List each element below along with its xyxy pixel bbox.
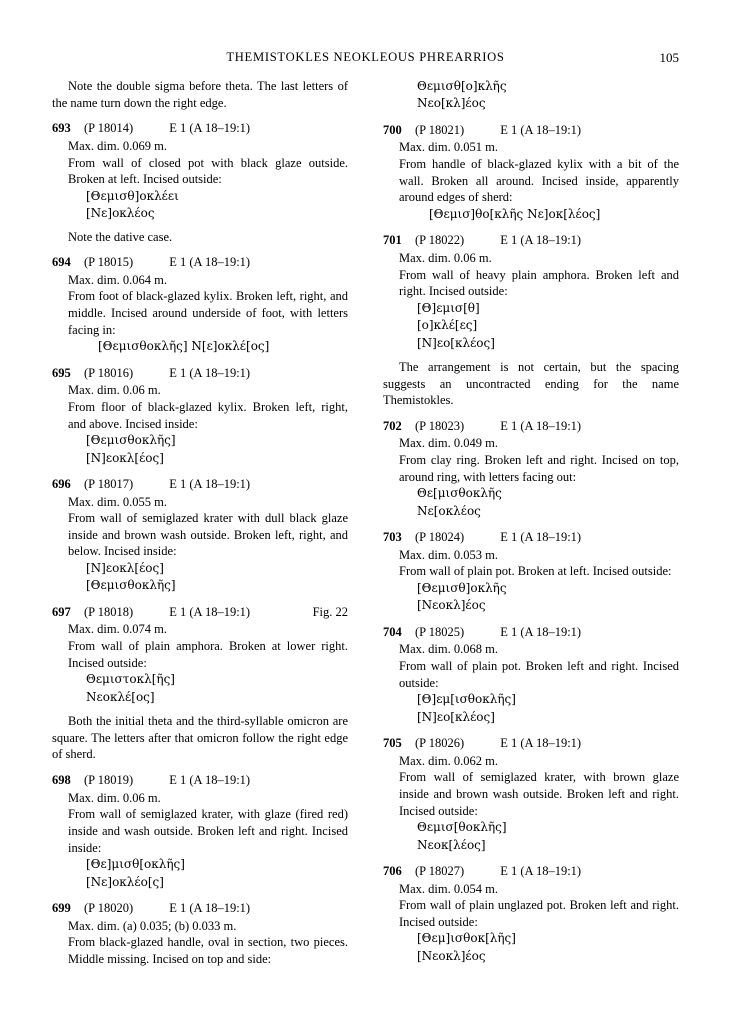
- inscription-text: [383, 930, 679, 965]
- inscription-line: [ο]κλέ[ες]: [417, 318, 478, 333]
- inscription-line: [Θεμισθοκλῆς]: [86, 433, 176, 448]
- catalog-entry: [52, 476, 348, 595]
- inscription-line: [Νε]οκλέος: [86, 206, 155, 221]
- inscription-line: [Νεοκλ]έος: [417, 948, 486, 963]
- entry-description-line: From wall of heavy plain amphora. Broken left and right. Incised outside:: [399, 267, 679, 299]
- entry-header: [52, 772, 348, 789]
- entry-description-line: Max. dim. 0.06 m.: [68, 383, 161, 398]
- inscription-line: [Θ]εμισ[θ]: [417, 300, 480, 315]
- inscription-text: [52, 856, 348, 891]
- catalog-entry: [383, 418, 679, 520]
- running-head: THEMISTOKLES NEOKLEOUS PHREARRIOS: [226, 50, 505, 64]
- entry-inventory-number: (P 18019): [84, 773, 134, 788]
- entry-number: 699: [52, 900, 71, 915]
- entry-header: [383, 529, 679, 546]
- right-column: [383, 78, 679, 967]
- catalog-entry: [383, 232, 679, 409]
- catalog-entry: [52, 900, 348, 968]
- entry-description: [52, 272, 348, 339]
- inscription-line: Νεοκ[λέος]: [417, 837, 486, 852]
- inscription-line: Νεο[κλ]έος: [417, 96, 486, 111]
- entry-description: [383, 753, 679, 820]
- entry-context-date: E 1 (A 18–19:1): [500, 530, 582, 545]
- entry-context-date: E 1 (A 18–19:1): [169, 365, 251, 380]
- entry-number: 701: [383, 233, 402, 248]
- entry-description-line: Max. dim. 0.064 m.: [68, 272, 167, 287]
- catalog-entry: [383, 735, 679, 854]
- inscription-line: [Θεμισθ]οκλῆς: [417, 581, 507, 595]
- entry-header: [383, 418, 679, 435]
- catalog-entry: [52, 772, 348, 891]
- inscription-line: [Νεοκλ]έος: [417, 598, 486, 613]
- entry-inventory-number: (P 18027): [415, 863, 465, 878]
- entry-description-line: From floor of black-glazed kylix. Broken left, right, and above. Incised inside:: [68, 399, 348, 431]
- inscription-line: [Ν]εο[κλέος]: [417, 335, 495, 350]
- entry-description: [383, 139, 679, 206]
- entry-header: [52, 604, 348, 621]
- entry-description: [52, 138, 348, 188]
- continued-greek-text: [383, 78, 679, 113]
- entry-description-line: Max. dim. 0.062 m.: [399, 753, 498, 768]
- inscription-line: Θεμιστοκλ[ῆς]: [86, 672, 175, 687]
- entry-description-line: From wall of plain pot. Broken at left. Incised outside:: [399, 564, 672, 579]
- entry-description-line: Max. dim. 0.06 m.: [68, 790, 161, 805]
- entry-number: 700: [383, 122, 402, 137]
- entry-description-line: From black-glazed handle, oval in section, two pieces. Middle missing. Incised on top and side:: [68, 935, 348, 966]
- entry-inventory-number: (P 18025): [415, 624, 465, 639]
- entry-context-date: E 1 (A 18–19:1): [169, 773, 251, 788]
- left-column: [52, 78, 348, 967]
- inscription-text: [52, 560, 348, 595]
- inscription-text: [383, 300, 679, 352]
- intro-paragraph: Note the double sigma before theta. The last letters of the name turn down the right edge.: [52, 79, 348, 110]
- entry-description-line: Max. dim. 0.053 m.: [399, 547, 498, 562]
- catalog-entry: [52, 365, 348, 467]
- entry-header: [383, 624, 679, 641]
- entry-description-line: Max. dim. 0.069 m.: [68, 138, 167, 153]
- entry-figure-reference: Fig. 22: [312, 604, 348, 619]
- entry-header: [52, 120, 348, 137]
- inscription-text: [383, 206, 679, 223]
- page-number: 105: [659, 50, 679, 65]
- inscription-line: [Νε]οκλέο[ς]: [86, 874, 164, 889]
- entry-inventory-number: (P 18015): [84, 255, 134, 270]
- inscription-text: [383, 691, 679, 726]
- entry-header: [52, 365, 348, 382]
- inscription-text: [52, 338, 348, 355]
- inscription-text: [383, 580, 679, 615]
- entry-number: 703: [383, 530, 402, 545]
- entry-description-line: From wall of semiglazed krater, with brown glaze inside and brown wash outside. Broken left and right. Incised outside:: [399, 770, 679, 818]
- inscription-line: [Ν]εο[κλέος]: [417, 709, 495, 724]
- entry-inventory-number: (P 18017): [84, 476, 134, 491]
- entry-inventory-number: (P 18024): [415, 530, 465, 545]
- catalog-entry: [383, 624, 679, 726]
- inscription-line: [Θεμισ]θο[κλῆς Νε]οκ[λέος]: [429, 206, 601, 221]
- entry-context-date: E 1 (A 18–19:1): [500, 736, 582, 751]
- inscription-line: Θεμισ[θοκλῆς]: [417, 820, 507, 835]
- entry-description: [383, 435, 679, 485]
- catalog-entry: [52, 254, 348, 356]
- entry-header: [52, 476, 348, 493]
- entry-description: [52, 382, 348, 432]
- entry-description-line: Max. dim. (a) 0.035; (b) 0.033 m.: [68, 918, 237, 933]
- entry-description-line: From clay ring. Broken left and right. Incised on top, around ring, with letters facing out:: [399, 453, 679, 484]
- entry-header: [383, 122, 679, 139]
- catalog-entry: [383, 529, 679, 615]
- entry-description: [52, 918, 348, 968]
- entry-number: 698: [52, 773, 71, 788]
- entry-context-date: E 1 (A 18–19:1): [500, 233, 582, 248]
- entry-description-line: Max. dim. 0.068 m.: [399, 642, 498, 657]
- inscription-line: [Θ]εμ[ισθοκλῆς]: [417, 692, 516, 707]
- inscription-text: [52, 432, 348, 467]
- entry-number: 705: [383, 736, 402, 751]
- entry-description: [52, 790, 348, 857]
- entry-inventory-number: (P 18026): [415, 736, 465, 751]
- entry-description-line: Max. dim. 0.054 m.: [399, 881, 498, 896]
- inscription-line: [Θεμισθ]οκλέει: [86, 188, 179, 203]
- entry-context-date: E 1 (A 18–19:1): [500, 418, 582, 433]
- entry-inventory-number: (P 18020): [84, 900, 134, 915]
- entry-description: [383, 250, 679, 300]
- entry-description: [52, 494, 348, 561]
- entry-description-line: From foot of black-glazed kylix. Broken left, right, and middle. Incised around underside of foot, with letters facing in:: [68, 289, 348, 337]
- right-entry-list: [383, 122, 679, 965]
- entry-inventory-number: (P 18022): [415, 233, 465, 248]
- entry-header: [383, 735, 679, 752]
- entry-commentary: The arrangement is not certain, but the spacing suggests an uncontracted ending for the name Themistokles.: [383, 359, 679, 408]
- entry-number: 695: [52, 365, 71, 380]
- two-column-body: [52, 78, 679, 967]
- entry-number: 702: [383, 418, 402, 433]
- inscription-line: [Θεμισθοκλῆς]: [86, 578, 176, 593]
- catalog-entry: [52, 604, 348, 763]
- entry-header: [383, 232, 679, 249]
- entry-description-line: From wall of plain pot. Broken left and right. Incised outside:: [399, 659, 679, 690]
- inscription-line: Θεμισθ[ο]κλῆς: [417, 79, 507, 93]
- entry-description-line: Max. dim. 0.074 m.: [68, 622, 167, 637]
- entry-number: 693: [52, 121, 71, 136]
- inscription-line: Νε[οκλέος: [417, 503, 481, 518]
- inscription-text: [383, 819, 679, 854]
- entry-inventory-number: (P 18014): [84, 121, 134, 136]
- entry-inventory-number: (P 18018): [84, 604, 134, 619]
- catalog-entry: [383, 122, 679, 224]
- entry-description-line: Max. dim. 0.049 m.: [399, 436, 498, 451]
- inscription-line: [Ν]εοκλ[έος]: [86, 450, 164, 465]
- entry-commentary: Note the dative case.: [68, 229, 173, 244]
- entry-context-date: E 1 (A 18–19:1): [500, 624, 582, 639]
- entry-inventory-number: (P 18023): [415, 418, 465, 433]
- inscription-line: [Θεμισθοκλῆς] Ν[ε]οκλέ[ος]: [98, 339, 270, 354]
- entry-header: [383, 863, 679, 880]
- entry-context-date: E 1 (A 18–19:1): [169, 900, 251, 915]
- entry-context-date: E 1 (A 18–19:1): [169, 121, 251, 136]
- entry-context-date: E 1 (A 18–19:1): [500, 122, 582, 137]
- entry-description-line: From wall of plain unglazed pot. Broken left and right. Incised outside:: [399, 898, 679, 929]
- entry-description: [52, 621, 348, 671]
- inscription-line: [Θε]μισθ[οκλῆς]: [86, 857, 185, 872]
- entry-description: [383, 641, 679, 691]
- inscription-text: [383, 485, 679, 520]
- entry-context-date: E 1 (A 18–19:1): [500, 863, 582, 878]
- inscription-line: [Θεμ]ισθοκ[λῆς]: [417, 931, 516, 946]
- entry-description: [383, 881, 679, 931]
- entry-header: [52, 254, 348, 271]
- entry-number: 694: [52, 255, 71, 270]
- entry-number: 706: [383, 863, 402, 878]
- entry-description-line: From wall of semiglazed krater, with glaze (fired red) inside and wash outside. Broken left and right. Incised inside:: [68, 807, 348, 855]
- entry-description-line: Max. dim. 0.051 m.: [399, 140, 498, 155]
- entry-description-line: From wall of closed pot with black glaze outside. Broken at left. Incised outside:: [68, 155, 348, 187]
- entry-context-date: E 1 (A 18–19:1): [169, 255, 251, 270]
- inscription-text: [52, 671, 348, 706]
- inscription-line: [Ν]εοκλ[έος]: [86, 561, 164, 576]
- entry-context-date: E 1 (A 18–19:1): [169, 604, 251, 619]
- entry-description: [383, 547, 679, 580]
- inscription-line: Θε[μισθοκλῆς: [417, 486, 502, 501]
- entry-commentary: Both the initial theta and the third-syllable omicron are square. The letters after that omicron follow the right edge of sherd.: [52, 714, 348, 762]
- entry-description-line: From wall of plain amphora. Broken at lower right. Incised outside:: [68, 639, 348, 670]
- inscription-text: [52, 188, 348, 223]
- entry-number: 696: [52, 476, 71, 491]
- entry-description-line: From handle of black-glazed kylix with a bit of the wall. Broken all around. Incised inside, apparently around edges of sherd:: [399, 157, 679, 205]
- entry-context-date: E 1 (A 18–19:1): [169, 476, 251, 491]
- entry-description-line: Max. dim. 0.055 m.: [68, 494, 167, 509]
- catalog-entry: [383, 863, 679, 965]
- left-entry-list: [52, 120, 348, 967]
- entry-number: 704: [383, 624, 402, 639]
- inscription-line: Νεοκλέ[ος]: [86, 689, 155, 704]
- entry-description-line: From wall of semiglazed krater with dull black glaze inside and brown wash outside. Broken left, right, and below. Incised inside:: [68, 511, 348, 559]
- entry-number: 697: [52, 604, 71, 619]
- entry-inventory-number: (P 18016): [84, 365, 134, 380]
- entry-inventory-number: (P 18021): [415, 122, 465, 137]
- entry-description-line: Max. dim. 0.06 m.: [399, 250, 492, 265]
- catalog-entry: [52, 120, 348, 245]
- entry-header: [52, 900, 348, 917]
